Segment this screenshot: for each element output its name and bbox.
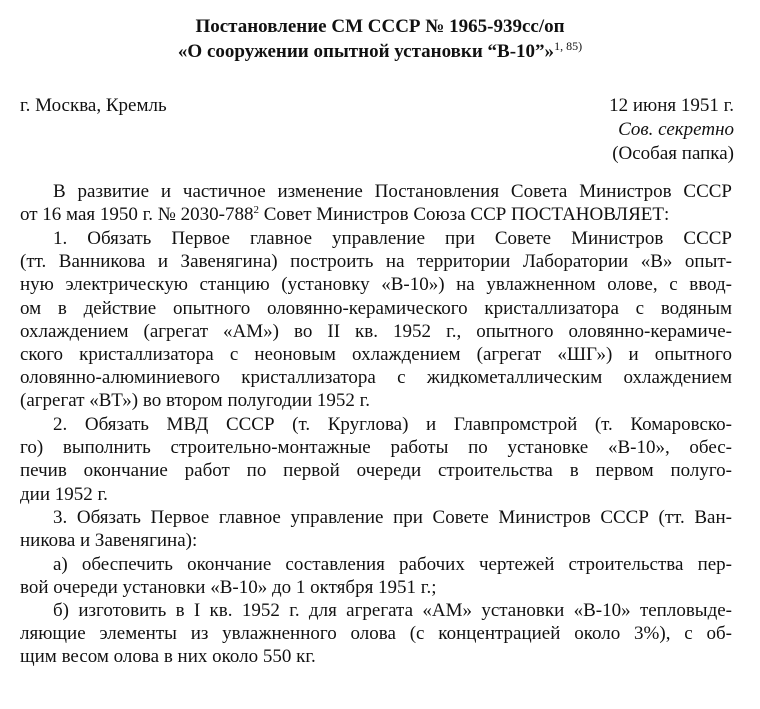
text-line: (тт. Ванникова и Завенягина) построить на территории Лаборатории «В» опыт-: [20, 251, 732, 273]
text-line: печив окончание работ по первой очереди строительства в первом полуго-: [20, 460, 732, 482]
text-line: 3. Обязать Первое главное управление при Совете Министров СССР (тт. Ван-: [53, 507, 732, 528]
text-line: 2. Обязать МВД СССР (т. Круглова) и Главпромстрой (т. Комаровско-: [53, 414, 732, 435]
text-line: [20, 203, 732, 226]
preamble-date: от 16 мая 1950 г. № 2030-788: [20, 204, 254, 226]
text-line: 1. Обязать Первое главное управление при Совете Министров СССР: [53, 228, 732, 249]
text-line: ского кристаллизатора с неоновым охлаждением (агрегат «ШГ») и опытного: [20, 344, 732, 366]
text-line: дии 1952 г.: [20, 483, 108, 505]
item-3-paragraph: [20, 506, 732, 552]
text-line: б) изготовить в I кв. 1952 г. для агрегата «АМ» установки «В-10» тепловыде-: [53, 600, 732, 621]
text-line: никова и Завенягина):: [20, 530, 198, 552]
text-line: (агрегат «ВТ») во втором полугодии 1952 г.: [20, 390, 371, 412]
text-line: В развитие и частичное изменение Постановления Совета Министров СССР: [53, 181, 732, 202]
classification-stamp: Сов. секретно: [618, 119, 734, 140]
document-title-line2: [0, 41, 760, 63]
preamble-paragraph: [20, 180, 732, 226]
preamble-footnote: 2: [253, 204, 259, 217]
special-folder-mark: (Особая папка): [612, 143, 734, 164]
subitem-b-paragraph: [20, 599, 732, 669]
text-line: щим весом олова в них около 550 кг.: [20, 646, 316, 668]
document-date: 12 июня 1951 г.: [609, 95, 734, 116]
document-place: г. Москва, Кремль: [20, 95, 167, 116]
document-title-text: «О сооружении опытной установки “В-10”»: [177, 41, 555, 62]
text-line: го) выполнить строительно-монтажные работы по установке «В-10», обес-: [20, 437, 732, 459]
text-line: охлаждением (агрегат «АМ») во II кв. 1952 г., опытного оловянно-керамиче-: [20, 320, 732, 342]
text-line: ом в действие опытного оловянно-керамического кристаллизатора с водяным: [20, 297, 732, 319]
title-footnote: 1, 85): [554, 39, 583, 53]
text-line: оловянно-алюминиевого кристаллизатора с жидкометаллическим охлаждением: [20, 367, 732, 389]
subitem-a-paragraph: [20, 553, 732, 599]
item-1-paragraph: [20, 227, 732, 413]
item-2-paragraph: [20, 413, 732, 506]
text-line: ляющие элементы из увлажненного олова (с концентрацией около 3%), с об-: [20, 623, 732, 645]
preamble-resolves: Совет Министров Союза ССР ПОСТАНОВЛЯЕТ:: [258, 204, 670, 226]
text-line: вой очереди установки «В-10» до 1 октября 1951 г.;: [20, 577, 437, 599]
text-line: а) обеспечить окончание составления рабочих чертежей строительства пер-: [53, 554, 732, 575]
text-line: ную электрическую станцию (установку «В-10») на увлажненном олове, с ввод-: [20, 274, 732, 296]
document-title-line1: Постановление СМ СССР № 1965-939сс/оп: [195, 16, 565, 37]
